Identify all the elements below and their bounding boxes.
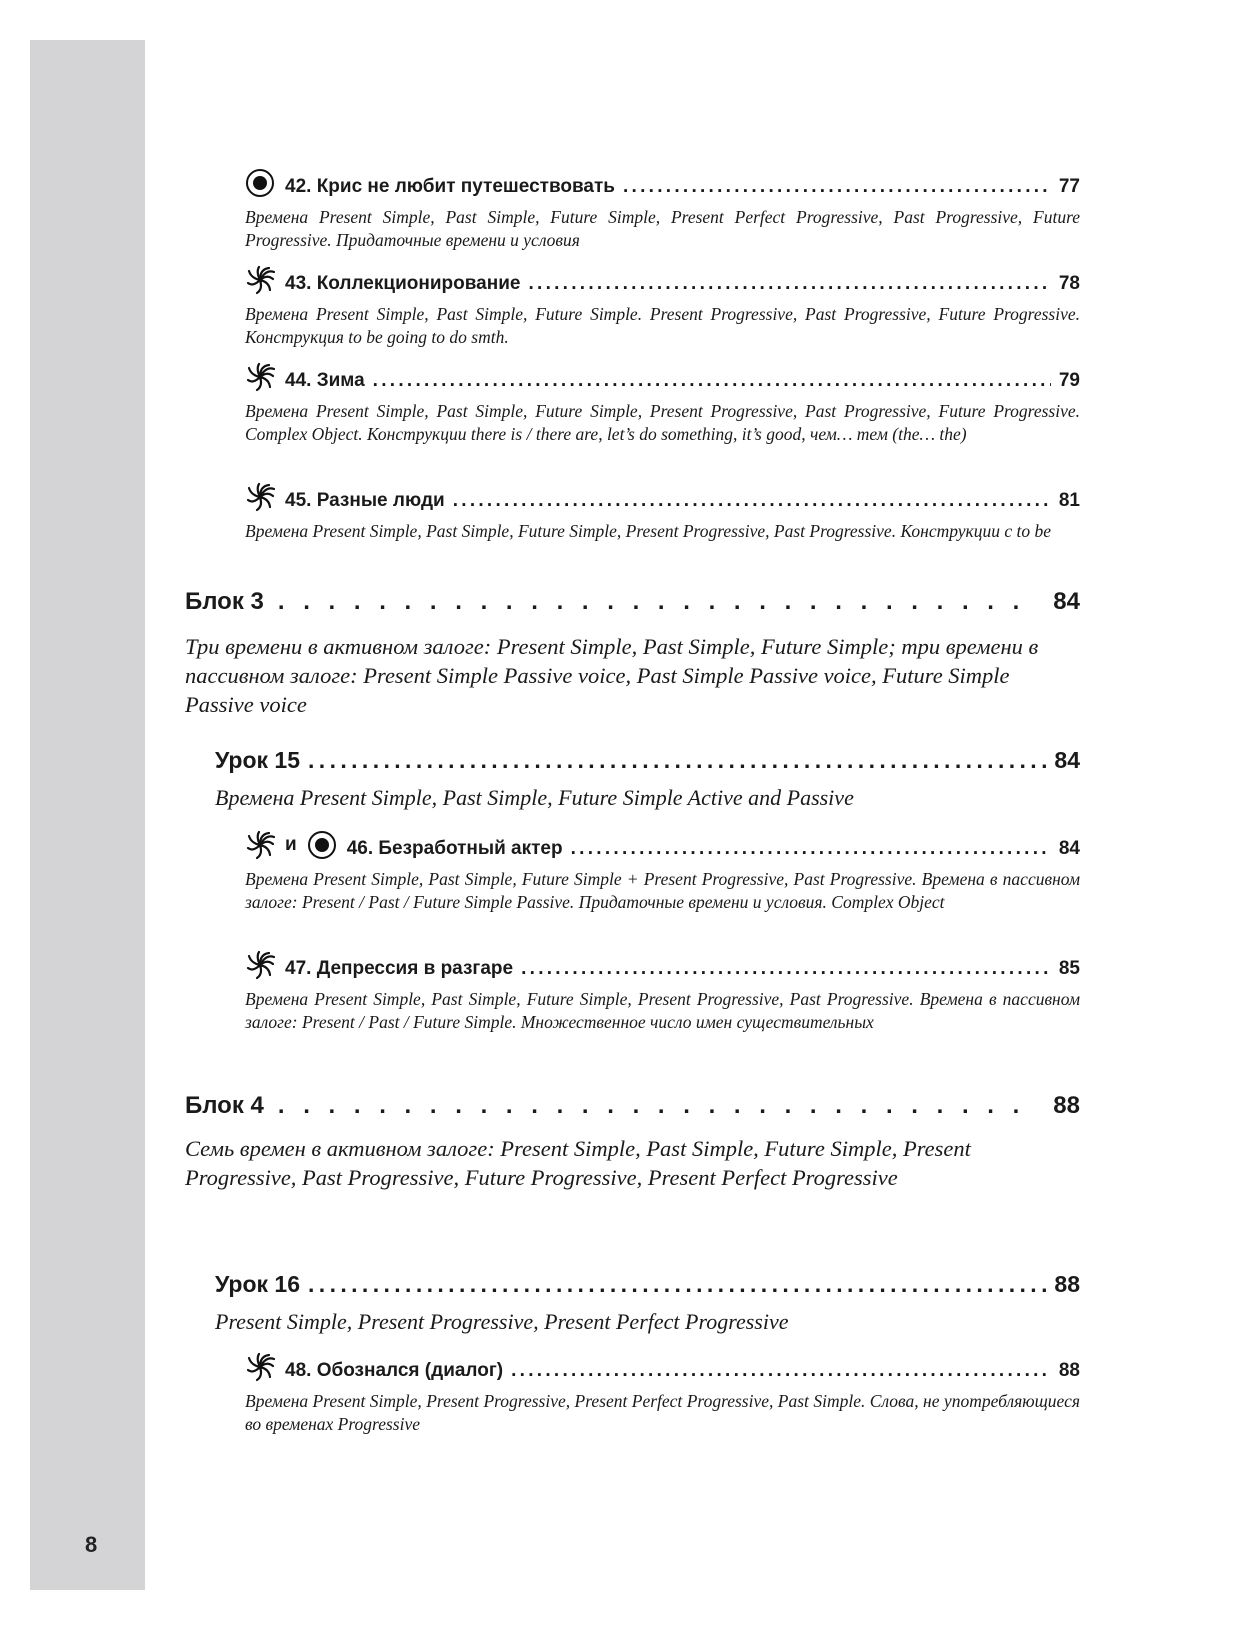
toc-entry-47[interactable] xyxy=(245,950,1080,980)
entry-description: Времена Present Simple, Present Progressive, Present Perfect Progressive, Past Simple. Слова, не употребляющиеся во временах Progressive xyxy=(245,1391,1080,1434)
block-description: Семь времен в активном залоге: Present Simple, Past Simple, Future Simple, Present Progressive, Past Progressive, Future Progressive, Present Perfect Progressive xyxy=(185,1136,971,1190)
entry-description: Времена Present Simple, Past Simple, Future Simple. Present Progressive, Past Progressive, Future Progressive. Конструкция to be going to do smth. xyxy=(245,304,1080,347)
dot-leader xyxy=(511,1360,1051,1382)
dot-leader xyxy=(623,176,1051,198)
entry-page: 81 xyxy=(1058,490,1080,511)
dot-leader xyxy=(308,1271,1046,1298)
block-page: 88 xyxy=(1053,1092,1080,1119)
toc-entry-43[interactable] xyxy=(245,265,1080,295)
entry-title: 47. Депрессия в разгаре xyxy=(285,958,514,979)
urok-page: 88 xyxy=(1054,1271,1080,1297)
swirl-icon xyxy=(245,950,275,980)
and-label: и xyxy=(285,834,297,855)
toc-entry-44[interactable] xyxy=(245,362,1080,392)
toc-entry-45[interactable] xyxy=(245,482,1080,512)
urok-title: Урок 16 xyxy=(215,1271,301,1297)
block-title: Блок 3 xyxy=(185,588,264,615)
entry-description: Времена Present Simple, Past Simple, Future Simple + Present Progressive, Past Progressive. Времена в пассивном залоге: Present / Past / Future Simple Passive. Придаточные времени и условия. Complex Object xyxy=(245,869,1080,912)
entry-description: Времена Present Simple, Past Simple, Future Simple, Present Progressive, Past Progressive. Конструкции с to be xyxy=(245,521,1051,541)
toc-urok-15[interactable] xyxy=(215,747,1080,774)
entry-description: Времена Present Simple, Past Simple, Future Simple, Present Progressive, Past Progressive, Future Progressive. Complex Object. Конструкции there is / there are, let’s do something, it’s good, чем… тем (the… the) xyxy=(245,401,1080,444)
record-disc-icon xyxy=(245,168,275,198)
dot-leader xyxy=(278,1092,1039,1120)
entry-page: 84 xyxy=(1058,838,1080,859)
urok-description: Present Simple, Present Progressive, Present Perfect Progressive xyxy=(215,1309,789,1334)
entry-title: 45. Разные люди xyxy=(285,490,445,511)
urok-title: Урок 15 xyxy=(215,747,301,773)
dot-leader xyxy=(521,958,1051,980)
entry-page: 79 xyxy=(1058,370,1080,391)
swirl-icon xyxy=(245,1352,275,1382)
toc-block-3[interactable] xyxy=(185,588,1080,616)
swirl-icon xyxy=(245,362,275,392)
dot-leader xyxy=(373,370,1051,392)
toc-urok-16[interactable] xyxy=(215,1271,1080,1298)
toc-entry-42[interactable] xyxy=(245,168,1080,198)
dot-leader xyxy=(528,273,1050,295)
entry-page: 78 xyxy=(1058,273,1080,294)
toc-entry-48[interactable] xyxy=(245,1352,1080,1382)
entry-page: 88 xyxy=(1058,1360,1080,1381)
dot-leader xyxy=(308,747,1046,774)
entry-title: 48. Обознался (диалог) xyxy=(285,1360,504,1381)
block-description: Три времени в активном залоге: Present Simple, Past Simple, Future Simple; три времени в пассивном залоге: Present Simple Passive voice, Past Simple Passive voice, Future Simple Passive voice xyxy=(185,634,1039,717)
toc-block-4[interactable] xyxy=(185,1092,1080,1120)
urok-page: 84 xyxy=(1054,747,1080,773)
entry-page: 77 xyxy=(1058,176,1080,197)
dot-leader xyxy=(453,490,1051,512)
block-title: Блок 4 xyxy=(185,1092,264,1119)
entry-title: 43. Коллекционирование xyxy=(285,273,521,294)
dot-leader xyxy=(571,838,1051,860)
entry-title: 44. Зима xyxy=(285,370,365,391)
swirl-icon xyxy=(245,830,275,860)
block-page: 84 xyxy=(1053,588,1080,615)
entry-description: Времена Present Simple, Past Simple, Future Simple, Present Perfect Progressive, Past Progressive, Future Progressive. Придаточные времени и условия xyxy=(245,207,1080,250)
dot-leader xyxy=(278,588,1039,616)
record-disc-icon xyxy=(307,830,337,860)
toc-entry-46[interactable] xyxy=(245,830,1080,860)
entry-title: 46. Безработный актер xyxy=(346,838,563,859)
page-number: 8 xyxy=(85,1532,98,1557)
urok-description: Времена Present Simple, Past Simple, Future Simple Active and Passive xyxy=(215,785,854,810)
entry-page: 85 xyxy=(1058,958,1080,979)
entry-title: 42. Крис не любит путешествовать xyxy=(285,176,615,197)
entry-description: Времена Present Simple, Past Simple, Future Simple, Present Progressive, Past Progressive. Времена в пассивном залоге: Present / Past / Future Simple. Множественное число имен существительных xyxy=(245,989,1080,1032)
swirl-icon xyxy=(245,482,275,512)
swirl-icon xyxy=(245,265,275,295)
